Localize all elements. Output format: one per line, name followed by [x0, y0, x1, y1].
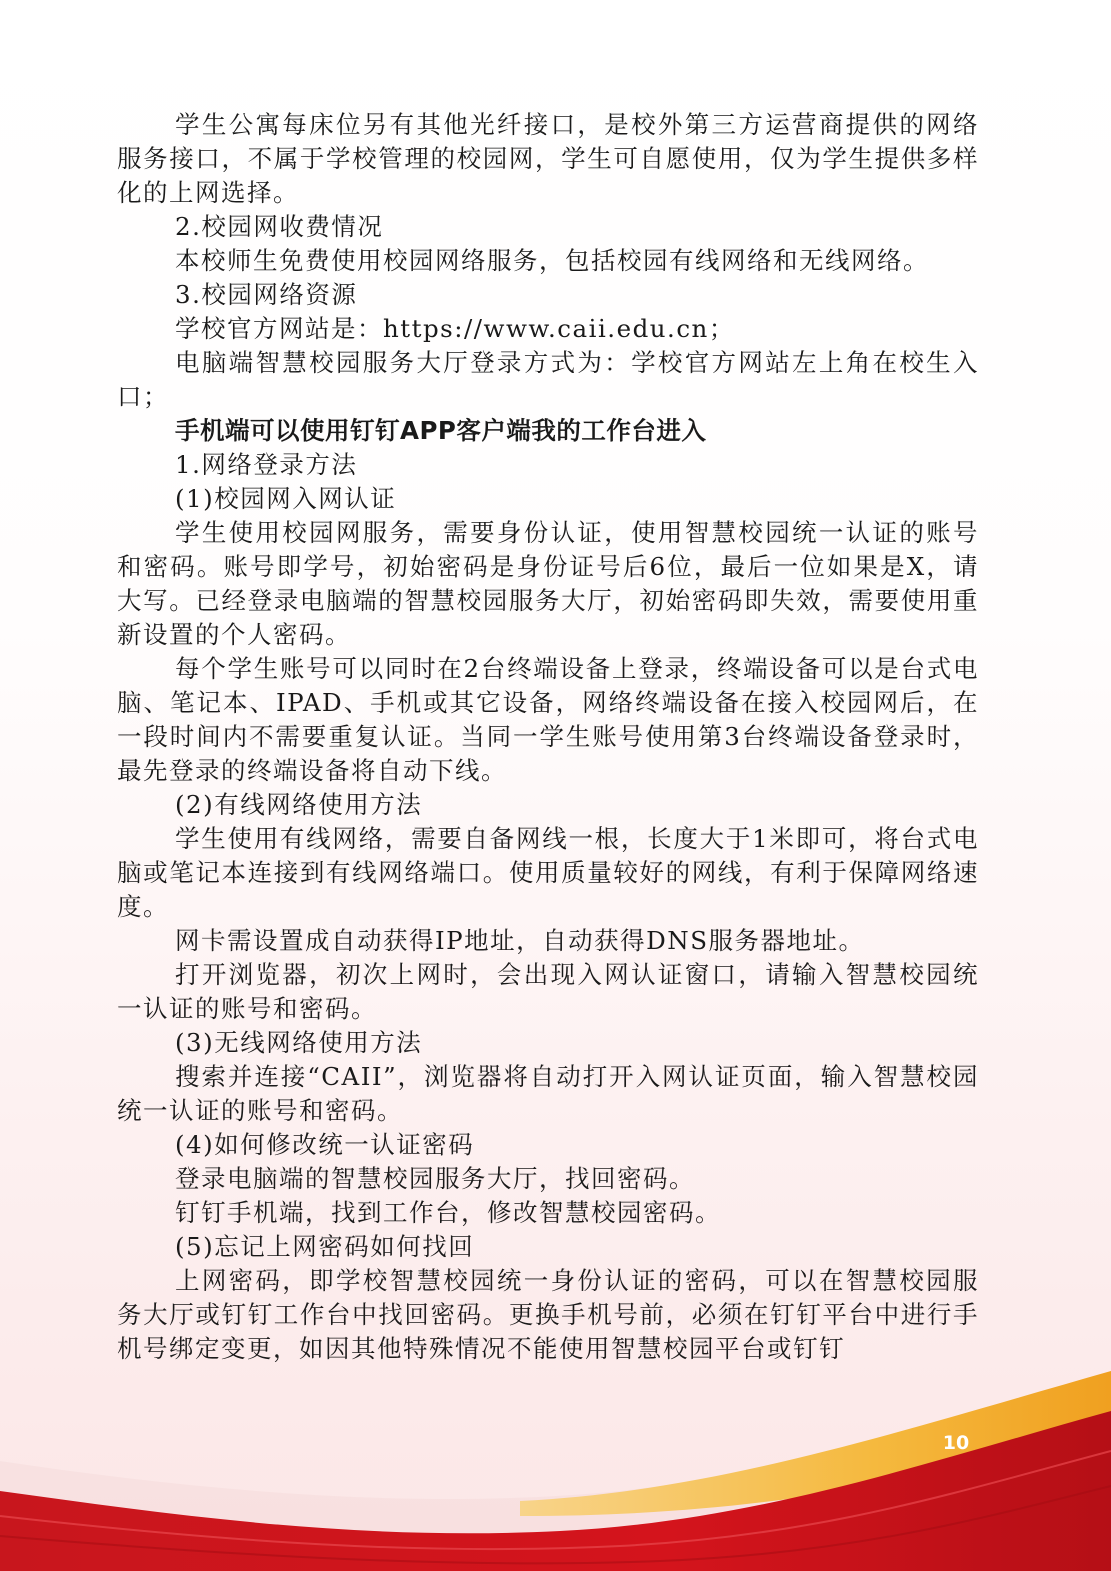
paragraph: 打开浏览器，初次上网时，会出现入网认证窗口，请输入智慧校园统一认证的账号和密码。 [117, 960, 979, 1023]
bold-paragraph: 手机端可以使用钉钉APP客户端我的工作台进入 [175, 416, 707, 445]
page-number: 10 [942, 1432, 970, 1454]
body-text [117, 108, 979, 1366]
paragraph: 钉钉手机端，找到工作台，修改智慧校园密码。 [175, 1198, 721, 1227]
paragraph: 学生使用校园网服务，需要身份认证，使用智慧校园统一认证的账号和密码。账号即学号，初始密码是身份证号后6位，最后一位如果是X，请大写。已经登录电脑端的智慧校园服务大厅，初始密码即失效，需要使用重新设置的个人密码。 [117, 518, 979, 649]
section-heading: 3.校园网络资源 [175, 280, 358, 309]
paragraph: 电脑端智慧校园服务大厅登录方式为：学校官方网站左上角在校生入口； [117, 348, 979, 411]
subsection-heading: (3)无线网络使用方法 [175, 1028, 423, 1057]
paragraph: 网卡需设置成自动获得IP地址，自动获得DNS服务器地址。 [175, 926, 865, 955]
footer-wave-decoration [0, 1341, 1111, 1571]
paragraph: 本校师生免费使用校园网络服务，包括校园有线网络和无线网络。 [175, 246, 929, 275]
paragraph: 每个学生账号可以同时在2台终端设备上登录，终端设备可以是台式电脑、笔记本、IPAD、手机或其它设备，网络终端设备在接入校园网后，在一段时间内不需要重复认证。当同一学生账号使用第3台终端设备登录时，最先登录的终端设备将自动下线。 [117, 654, 979, 785]
paragraph: 学生使用有线网络，需要自备网线一根，长度大于1米即可，将台式电脑或笔记本连接到有线网络端口。使用质量较好的网线，有利于保障网络速度。 [117, 824, 979, 921]
subsection-heading: (4)如何修改统一认证密码 [175, 1130, 475, 1159]
paragraph: 搜索并连接“CAII”，浏览器将自动打开入网认证页面，输入智慧校园统一认证的账号和密码。 [117, 1062, 979, 1125]
section-heading: 1.网络登录方法 [175, 450, 358, 479]
paragraph: 登录电脑端的智慧校园服务大厅，找回密码。 [175, 1164, 695, 1193]
subsection-heading: (2)有线网络使用方法 [175, 790, 423, 819]
section-heading: 2.校园网收费情况 [175, 212, 384, 241]
subsection-heading: (5)忘记上网密码如何找回 [175, 1232, 475, 1261]
paragraph: 学生公寓每床位另有其他光纤接口，是校外第三方运营商提供的网络服务接口，不属于学校管理的校园网，学生可自愿使用，仅为学生提供多样化的上网选择。 [117, 110, 979, 207]
subsection-heading: (1)校园网入网认证 [175, 484, 397, 513]
paragraph: 上网密码，即学校智慧校园统一身份认证的密码，可以在智慧校园服务大厅或钉钉工作台中找回密码。更换手机号前，必须在钉钉平台中进行手机号绑定变更，如因其他特殊情况不能使用智慧校园平台或钉钉 [117, 1266, 979, 1363]
paragraph: 学校官方网站是：https://www.caii.edu.cn； [175, 314, 735, 343]
